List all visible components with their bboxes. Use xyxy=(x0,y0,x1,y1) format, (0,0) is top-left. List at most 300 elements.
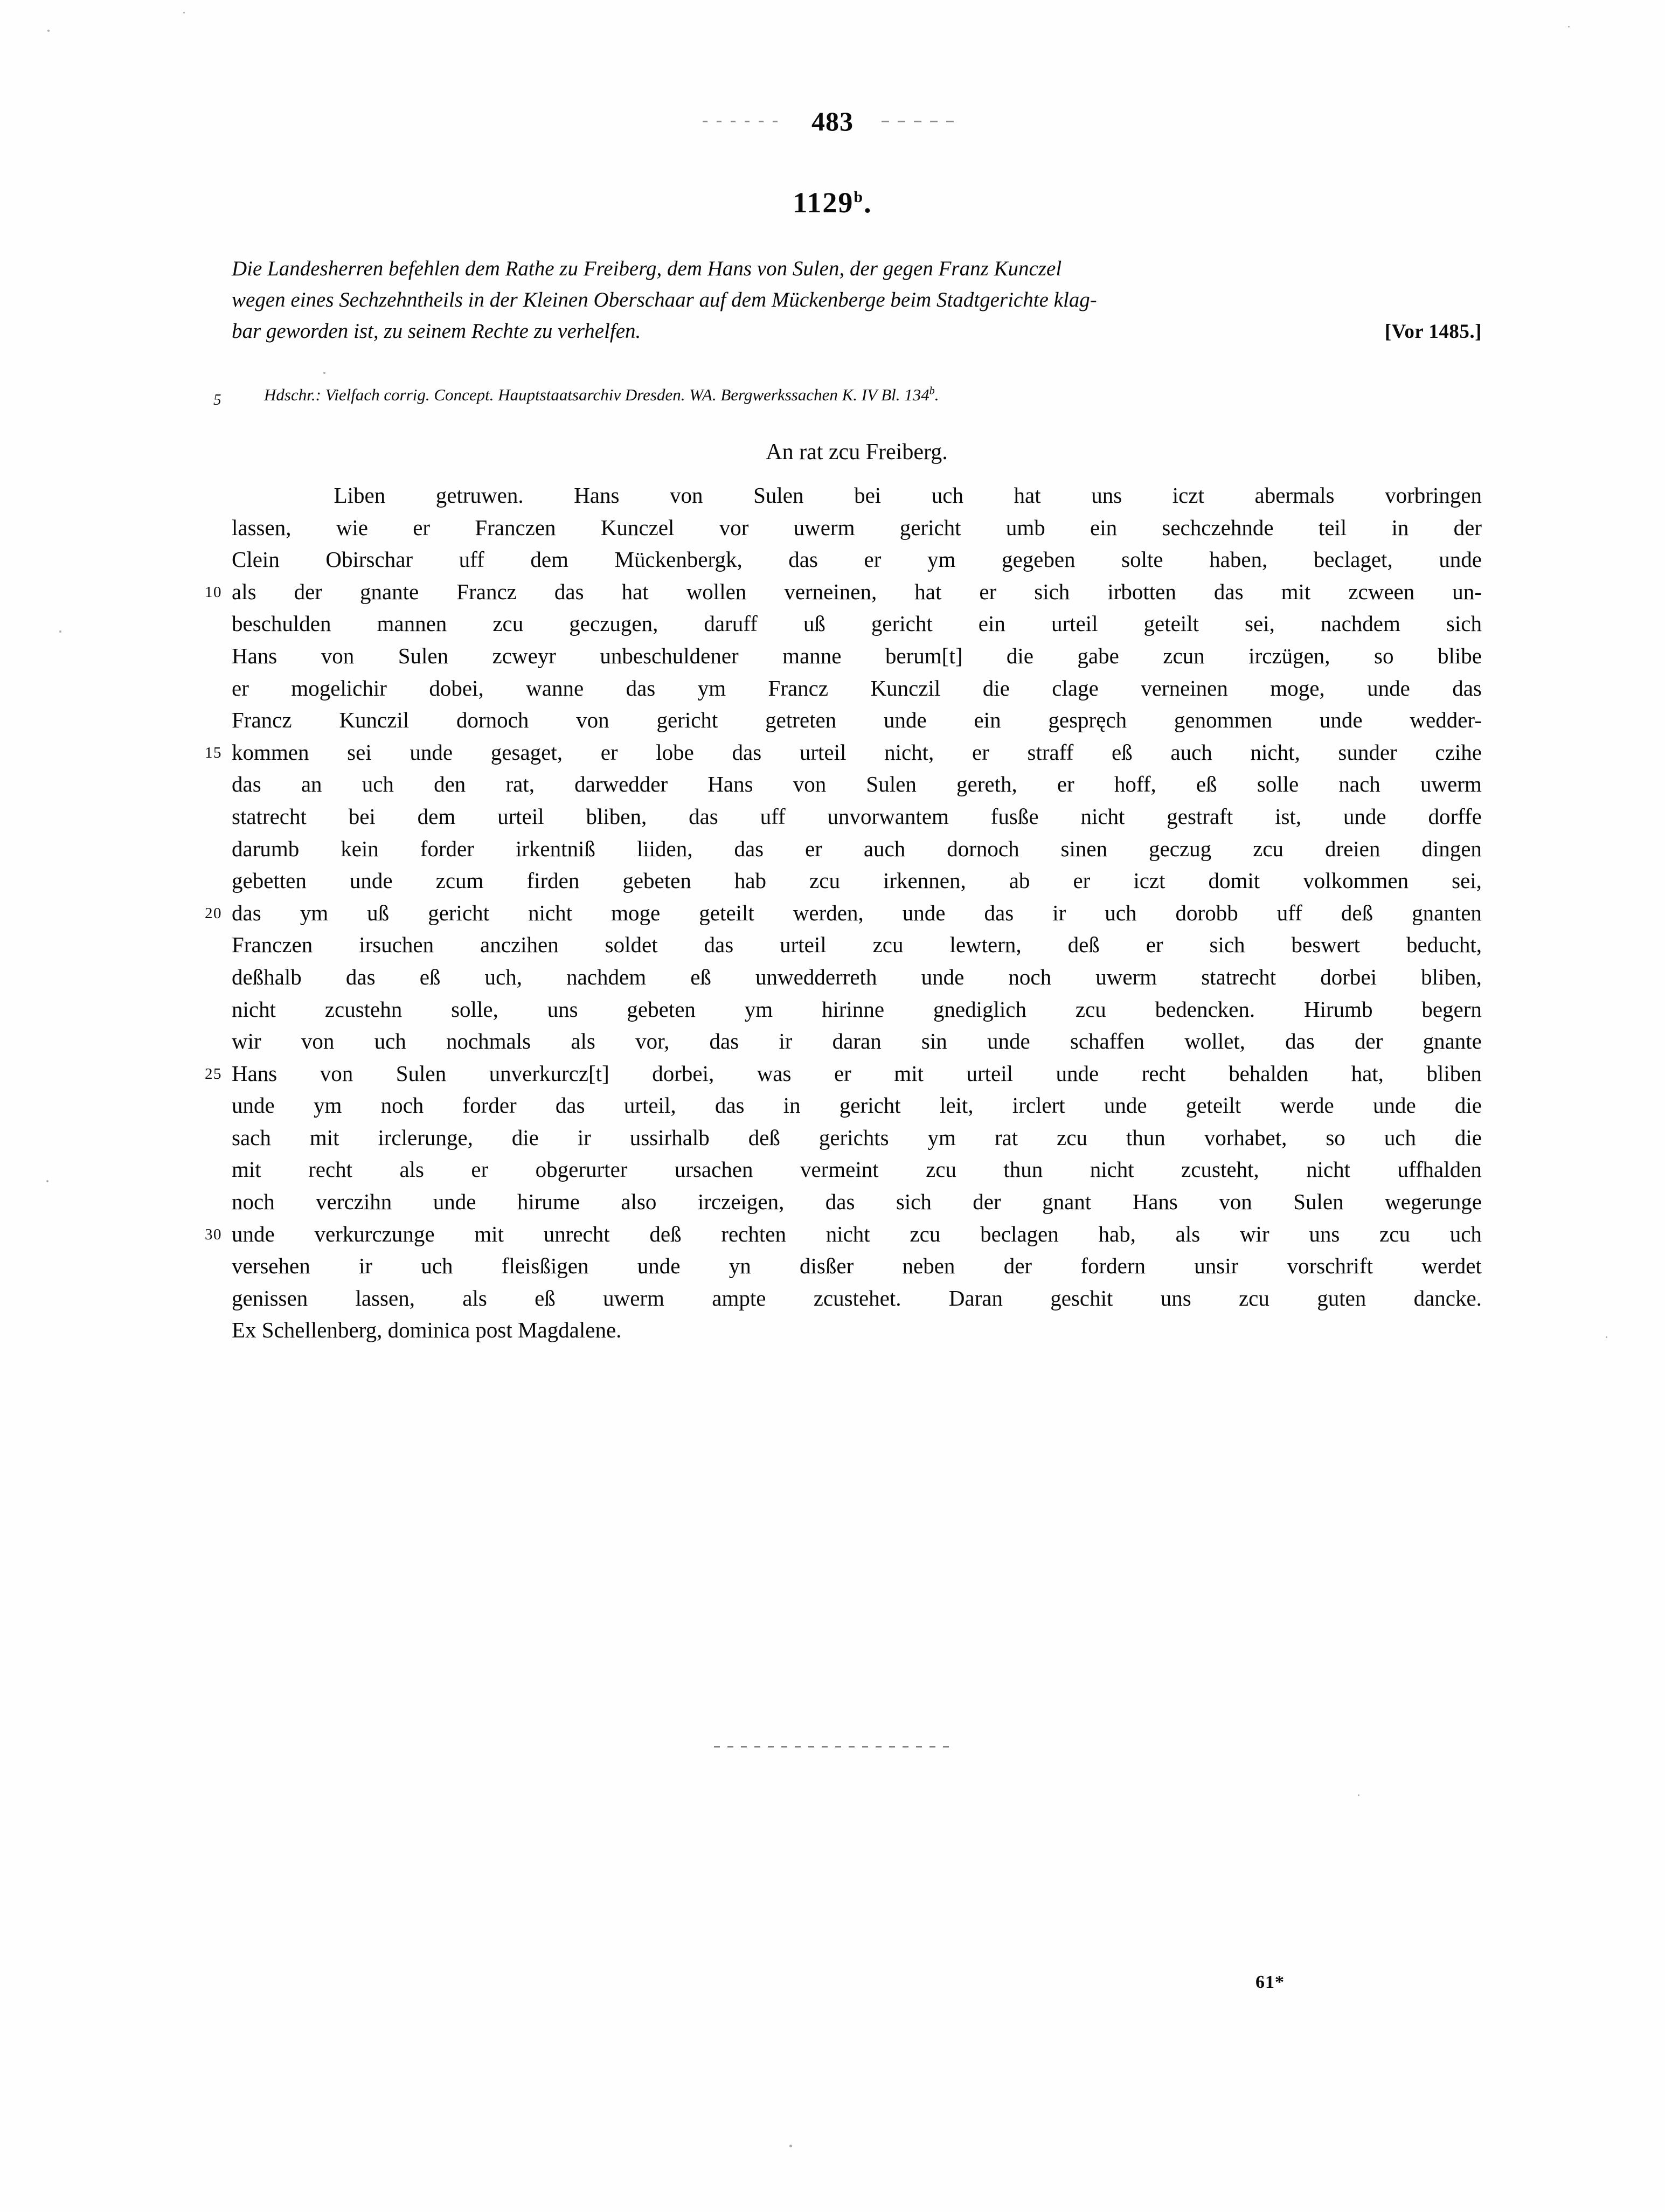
body-line-text xyxy=(232,961,1482,994)
body-word: versehen xyxy=(232,1253,310,1279)
body-word: geschit xyxy=(1050,1285,1113,1310)
body-word: uwerm xyxy=(603,1285,664,1310)
body-word: zcu xyxy=(1057,1125,1087,1150)
line-number-marker: 15 xyxy=(205,744,222,761)
body-word: gegeben xyxy=(1001,547,1076,572)
body-word: iczt xyxy=(1133,868,1166,893)
running-head xyxy=(0,108,1665,135)
body-word: vor xyxy=(719,515,749,540)
body-line xyxy=(232,1186,1482,1218)
body-word: das xyxy=(345,964,376,989)
body-word: irczeigen, xyxy=(697,1189,785,1215)
body-word: das xyxy=(734,836,764,861)
body-word: ampte xyxy=(712,1285,766,1310)
body-word: unde xyxy=(987,1029,1030,1054)
body-word: bliben, xyxy=(586,803,647,829)
body-word: der xyxy=(1003,1253,1032,1279)
body-word: irczügen, xyxy=(1248,643,1330,668)
body-word: sei xyxy=(347,739,372,765)
body-word: ussirhalb xyxy=(629,1125,710,1150)
body-word: wollet, xyxy=(1184,1029,1245,1054)
body-word: zcustehn xyxy=(324,996,403,1022)
body-word: werden, xyxy=(793,900,864,925)
body-word: gespręch xyxy=(1048,708,1127,733)
body-word: Sulen xyxy=(866,772,917,797)
body-word: hab, xyxy=(1098,1221,1136,1246)
source-note-punct: . xyxy=(934,385,939,404)
scan-speck xyxy=(46,1180,48,1182)
body-word: firden xyxy=(526,868,580,893)
body-word: zcu xyxy=(910,1221,941,1246)
body-word: geteilt xyxy=(699,900,754,925)
body-word: deß xyxy=(649,1221,682,1246)
body-word: zcweyr xyxy=(492,643,556,668)
body-line-text xyxy=(232,1282,1482,1315)
body-line xyxy=(232,865,1482,897)
body-word: mit xyxy=(894,1060,924,1086)
body-word: gereth, xyxy=(956,772,1017,797)
body-word: Kunczil xyxy=(870,675,941,701)
body-word: er xyxy=(864,547,882,572)
regest-line: wegen eines Sechzehntheils in der Kleinen Oberschaar auf dem Mückenberge beim Stadtgerichte klag- xyxy=(232,288,1097,311)
body-line xyxy=(232,1282,1482,1315)
body-word: behalden xyxy=(1229,1060,1309,1086)
body-line xyxy=(232,801,1482,833)
body-line-text xyxy=(232,544,1482,576)
body-word: gestraft xyxy=(1167,803,1233,829)
body-line xyxy=(232,1314,1482,1347)
body-word: das xyxy=(984,900,1014,925)
body-word: das xyxy=(1452,675,1482,701)
body-line xyxy=(232,1122,1482,1154)
body-word: noch xyxy=(232,1189,275,1215)
body-word: zcu xyxy=(809,868,840,893)
body-word: nochmals xyxy=(446,1029,531,1054)
scan-speck xyxy=(323,372,325,374)
body-word: Mückenbergk, xyxy=(614,547,743,572)
body-word: von xyxy=(670,483,703,508)
body-line-text xyxy=(232,640,1482,672)
body-word: vorhabet, xyxy=(1204,1125,1287,1150)
body-line xyxy=(205,1218,1482,1251)
page-number: 483 xyxy=(811,106,854,136)
body-word: werdet xyxy=(1421,1253,1482,1279)
body-word: begern xyxy=(1421,996,1482,1022)
document-body xyxy=(205,480,1482,1347)
tail-rule xyxy=(0,1746,1665,1748)
body-word: nachdem xyxy=(1320,611,1400,636)
body-word: Hans xyxy=(574,483,620,508)
body-line xyxy=(232,994,1482,1026)
body-word: sechczehnde xyxy=(1162,515,1274,540)
body-line-text xyxy=(232,929,1482,961)
body-word: das xyxy=(626,675,656,701)
body-word: dem xyxy=(530,547,568,572)
body-word: Franczen xyxy=(475,515,556,540)
body-word: dobei, xyxy=(429,675,484,701)
body-word: wie xyxy=(336,515,368,540)
body-word: unde xyxy=(1372,1093,1416,1118)
body-word: dingen xyxy=(1421,836,1482,861)
body-word: straff xyxy=(1027,739,1074,765)
body-word: iczt xyxy=(1172,483,1204,508)
body-word: als xyxy=(232,579,256,604)
body-word: unde xyxy=(1439,547,1482,572)
body-word: eß xyxy=(1196,772,1217,797)
body-line-text xyxy=(232,833,1482,865)
body-word: unde xyxy=(1319,708,1363,733)
body-word: irsuchen xyxy=(359,932,434,958)
body-word: das xyxy=(689,803,718,829)
body-line-text xyxy=(232,576,1482,608)
body-word: eß xyxy=(419,964,441,989)
body-word: gebeten xyxy=(627,996,696,1022)
body-word: in xyxy=(1391,515,1409,540)
body-line-text: Ex Schellenberg, dominica post Magdalene. xyxy=(232,1318,622,1343)
scan-speck xyxy=(1358,1794,1359,1796)
body-line-text xyxy=(232,768,1482,801)
body-word: er xyxy=(805,836,822,861)
body-word: gericht xyxy=(839,1093,901,1118)
body-word: ym xyxy=(927,547,956,572)
source-note-folio-superscript: b xyxy=(929,385,935,397)
body-word: beclagen xyxy=(980,1221,1059,1246)
body-word: gabe xyxy=(1077,643,1119,668)
body-word: deß xyxy=(1341,900,1373,925)
body-word: bliben, xyxy=(1421,964,1482,989)
body-word: statrecht xyxy=(1201,964,1276,989)
body-word: Hans xyxy=(707,772,753,797)
running-head-rule-right xyxy=(882,121,962,122)
body-word: gebeten xyxy=(622,868,691,893)
body-word: ir xyxy=(358,1253,373,1279)
body-word: daruff xyxy=(704,611,758,636)
body-word: dornoch xyxy=(456,708,529,733)
body-word: irbotten xyxy=(1107,579,1176,604)
body-word: nachdem xyxy=(566,964,647,989)
body-word: das xyxy=(788,547,818,572)
scan-speck xyxy=(1568,26,1570,27)
body-word: der xyxy=(1355,1029,1383,1054)
body-word: das xyxy=(554,579,584,604)
document-number-heading xyxy=(0,186,1665,219)
body-word: wegerunge xyxy=(1385,1189,1482,1215)
body-word: lewtern, xyxy=(949,932,1022,958)
body-word: Hans xyxy=(232,643,278,668)
body-word: von xyxy=(321,643,355,668)
body-word: das xyxy=(732,739,762,765)
body-word: ein xyxy=(974,708,1001,733)
body-word: nicht, xyxy=(884,739,934,765)
body-word: lassen, xyxy=(355,1285,415,1310)
body-word: eß xyxy=(1112,739,1133,765)
body-word: bedencken. xyxy=(1155,996,1255,1022)
body-word: teil xyxy=(1318,515,1347,540)
line-number-marker: 5 xyxy=(213,391,222,408)
body-word: deß xyxy=(1067,932,1100,958)
body-word: beschulden xyxy=(232,611,331,636)
body-word: die xyxy=(1006,643,1033,668)
body-word: er xyxy=(834,1060,851,1086)
body-line xyxy=(232,929,1482,961)
body-word: Kunczel xyxy=(600,515,675,540)
body-word: hirume xyxy=(517,1189,580,1215)
body-line-text xyxy=(232,1250,1482,1282)
body-word: gnanten xyxy=(1412,900,1482,925)
body-word: uch xyxy=(1105,900,1137,925)
body-word: vermeint xyxy=(800,1157,879,1182)
source-note xyxy=(213,384,1514,408)
body-word: sin xyxy=(921,1029,947,1054)
body-word: clage xyxy=(1052,675,1099,701)
body-word: unde xyxy=(410,739,453,765)
body-word: unde xyxy=(1104,1093,1147,1118)
body-word: unde xyxy=(883,708,927,733)
body-line xyxy=(205,897,1482,930)
body-word: das xyxy=(709,1029,739,1054)
body-word: nicht xyxy=(825,1221,870,1246)
body-word: kein xyxy=(341,836,379,861)
body-word: irclerunge, xyxy=(378,1125,473,1150)
running-head-rule-left xyxy=(703,121,783,122)
body-word: die xyxy=(511,1125,539,1150)
body-word: urteil xyxy=(966,1060,1013,1086)
body-word: ist, xyxy=(1275,803,1302,829)
body-word: so xyxy=(1326,1125,1345,1150)
body-word: daran xyxy=(832,1029,882,1054)
body-line xyxy=(205,576,1482,608)
body-word: uch xyxy=(362,772,394,797)
body-word: gesaget, xyxy=(490,739,563,765)
body-word: lobe xyxy=(656,739,694,765)
body-word: Hans xyxy=(232,1060,278,1086)
body-line-text xyxy=(232,801,1482,833)
body-line-text xyxy=(232,480,1482,512)
body-word: dreien xyxy=(1324,836,1380,861)
body-line xyxy=(232,480,1482,512)
body-word: Franczen xyxy=(232,932,313,958)
body-word: uns xyxy=(1309,1221,1340,1246)
body-word: manne xyxy=(782,643,842,668)
body-word: unde xyxy=(349,868,393,893)
body-word: solle, xyxy=(451,996,498,1022)
body-word: wedder- xyxy=(1410,708,1482,733)
body-word: dorobb xyxy=(1175,900,1238,925)
body-word: zcu xyxy=(1253,836,1284,861)
body-line xyxy=(232,1090,1482,1122)
body-word: mit xyxy=(232,1157,261,1182)
body-line-text xyxy=(232,897,1482,930)
body-word: lassen, xyxy=(232,515,292,540)
body-line xyxy=(232,1250,1482,1282)
body-word: unsir xyxy=(1194,1253,1239,1279)
body-word: unrecht xyxy=(543,1221,610,1246)
body-word: wir xyxy=(232,1029,261,1054)
body-word: hat xyxy=(914,579,942,604)
body-word: kommen xyxy=(232,739,309,765)
body-word: gerichts xyxy=(818,1125,889,1150)
body-word: er xyxy=(471,1157,489,1182)
document-number-superscript: b xyxy=(854,188,864,206)
body-word: zcween xyxy=(1348,579,1415,604)
body-word: un- xyxy=(1452,579,1482,604)
body-word: mit xyxy=(1281,579,1311,604)
body-word: Clein xyxy=(232,547,280,572)
body-word: nicht xyxy=(1090,1157,1134,1182)
body-word: irkennen, xyxy=(883,868,966,893)
body-word: ir xyxy=(1052,900,1066,925)
line-number-marker: 25 xyxy=(205,1065,222,1083)
body-word: haben, xyxy=(1209,547,1268,572)
body-word: uch xyxy=(1449,1221,1482,1246)
body-word: dem xyxy=(417,803,456,829)
body-word: gnediglich xyxy=(933,996,1026,1022)
body-word: leit, xyxy=(939,1093,974,1118)
body-word: uwerm xyxy=(793,515,855,540)
body-line xyxy=(205,737,1482,769)
body-word: sinen xyxy=(1060,836,1108,861)
body-word: unde xyxy=(921,964,965,989)
body-line xyxy=(232,768,1482,801)
body-word: Sulen xyxy=(753,483,804,508)
body-word: das xyxy=(714,1093,745,1118)
line-number-marker: 10 xyxy=(205,583,222,601)
body-line-text xyxy=(232,1186,1482,1218)
document-number: 1129 xyxy=(793,186,854,219)
body-word: neben xyxy=(902,1253,955,1279)
body-word: unbeschuldener xyxy=(600,643,739,668)
body-word: recht xyxy=(1141,1060,1186,1086)
scan-speck xyxy=(47,30,50,32)
body-word: verneinen xyxy=(1141,675,1228,701)
line-number-marker: 30 xyxy=(205,1225,222,1243)
body-word: deßhalb xyxy=(232,964,302,989)
body-word: bei xyxy=(854,483,882,508)
body-word: hat, xyxy=(1351,1060,1384,1086)
body-line-text xyxy=(232,704,1482,737)
body-word: ym xyxy=(697,675,726,701)
body-word: das xyxy=(232,900,261,925)
body-word: blibe xyxy=(1437,643,1482,668)
body-word: mannen xyxy=(377,611,447,636)
date-bracket: [Vor 1485.] xyxy=(1384,321,1482,343)
body-word: werde xyxy=(1280,1093,1334,1118)
body-word: nicht xyxy=(1306,1157,1351,1182)
body-word: der xyxy=(973,1189,1001,1215)
body-word: vorbringen xyxy=(1385,483,1482,508)
body-word: beswert xyxy=(1291,932,1361,958)
line-number-marker: 20 xyxy=(205,904,222,922)
body-word: fleisßigen xyxy=(501,1253,589,1279)
body-word: bei xyxy=(348,803,376,829)
body-word: uch xyxy=(931,483,963,508)
body-line-text xyxy=(232,1218,1482,1251)
scan-speck xyxy=(183,12,185,13)
body-word: nicht, xyxy=(1250,739,1300,765)
body-word: verneinen, xyxy=(784,579,877,604)
body-word: von xyxy=(320,1060,353,1086)
body-word: uch xyxy=(421,1253,453,1279)
body-word: Hans xyxy=(1132,1189,1178,1215)
body-word: unde xyxy=(902,900,946,925)
body-word: moge xyxy=(611,900,661,925)
body-word: Francz xyxy=(456,579,517,604)
body-word: uch xyxy=(1384,1125,1416,1150)
body-word: uff xyxy=(1276,900,1302,925)
body-word: sunder xyxy=(1338,739,1397,765)
body-word: als xyxy=(1175,1221,1201,1246)
body-word: guten xyxy=(1317,1285,1366,1310)
body-word: Francz xyxy=(232,708,292,733)
body-word: solle xyxy=(1257,772,1299,797)
body-word: gericht xyxy=(871,611,933,636)
body-word: das xyxy=(704,932,734,958)
body-line xyxy=(232,672,1482,705)
body-word: recht xyxy=(308,1157,353,1182)
body-line-text xyxy=(232,737,1482,769)
body-line xyxy=(232,961,1482,994)
body-word: darwedder xyxy=(574,772,668,797)
body-word: er xyxy=(232,675,249,701)
body-word: irkentniß xyxy=(515,836,595,861)
body-word: geteilt xyxy=(1143,611,1199,636)
body-word: urteil xyxy=(1051,611,1098,636)
body-word: die xyxy=(1454,1125,1482,1150)
body-word: zcu xyxy=(1379,1221,1410,1246)
body-word: nach xyxy=(1338,772,1380,797)
body-word: genommen xyxy=(1174,708,1273,733)
body-word: hat xyxy=(621,579,649,604)
body-word: die xyxy=(982,675,1010,701)
body-word: ein xyxy=(1090,515,1118,540)
body-word: forder xyxy=(420,836,474,861)
body-word: berum[t] xyxy=(885,643,963,668)
body-line xyxy=(232,608,1482,640)
body-word: Francz xyxy=(768,675,829,701)
body-word: fusße xyxy=(990,803,1039,829)
body-word: Liben xyxy=(334,483,386,508)
body-word: verczihn xyxy=(316,1189,392,1215)
body-word: auch xyxy=(1170,739,1212,765)
body-word: als xyxy=(571,1029,595,1054)
body-word: unde xyxy=(232,1093,275,1118)
body-word: uff xyxy=(459,547,484,572)
body-word: hab xyxy=(734,868,767,893)
body-word: er xyxy=(1146,932,1163,958)
body-word: beclaget, xyxy=(1313,547,1393,572)
body-word: wanne xyxy=(526,675,584,701)
scan-speck xyxy=(1606,1336,1607,1338)
body-word: als xyxy=(462,1285,487,1310)
body-line xyxy=(232,1025,1482,1058)
body-word: was xyxy=(757,1060,792,1086)
body-word: abermals xyxy=(1254,483,1335,508)
body-word: urteil xyxy=(497,803,544,829)
body-word: unwedderreth xyxy=(755,964,877,989)
scan-speck xyxy=(789,2145,792,2147)
body-word: obgerurter xyxy=(535,1157,628,1182)
body-word: an xyxy=(301,772,322,797)
body-word: urteil, xyxy=(623,1093,676,1118)
body-word: hirinne xyxy=(821,996,885,1022)
body-word: er xyxy=(600,739,618,765)
body-word: rat, xyxy=(505,772,535,797)
body-word: getruwen. xyxy=(435,483,524,508)
body-word: eß xyxy=(535,1285,556,1310)
body-word: liiden, xyxy=(636,836,693,861)
body-word: so xyxy=(1374,643,1394,668)
body-line-text xyxy=(232,1058,1482,1090)
